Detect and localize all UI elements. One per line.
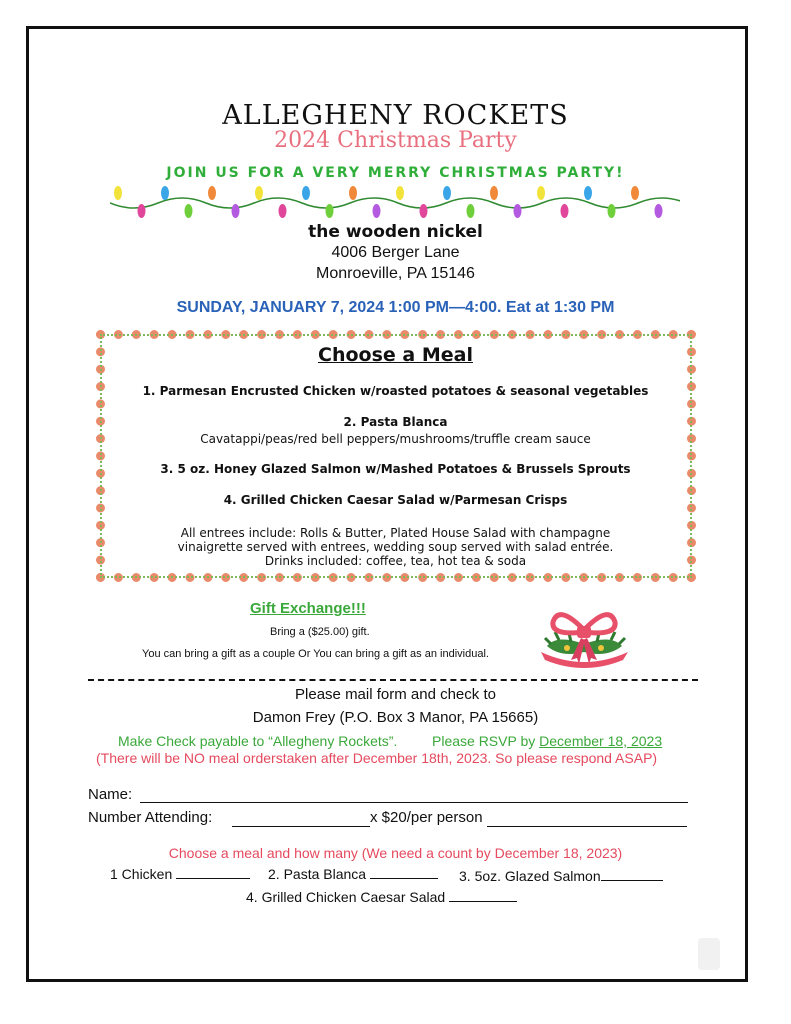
meal-option-4: 4. Grilled Chicken Caesar Salad w/Parmesan Crisps bbox=[223, 493, 568, 507]
choice-pasta-label: 2. Pasta Blanca bbox=[268, 866, 367, 882]
venue-name: the wooden nickel bbox=[308, 222, 483, 242]
christmas-light-bulb bbox=[185, 204, 193, 218]
choice-chicken bbox=[110, 866, 250, 882]
invite-tagline: JOIN US FOR A VERY MERRY CHRISTMAS PARTY! bbox=[166, 165, 625, 181]
christmas-light-bulb bbox=[373, 204, 381, 218]
christmas-light-bulb bbox=[514, 204, 522, 218]
gift-exchange-line2: You can bring a gift as a couple Or You can bring a gift as an individual. bbox=[142, 648, 489, 660]
christmas-light-bulb bbox=[302, 186, 310, 200]
meal-option-2: 2. Pasta Blanca bbox=[343, 415, 448, 429]
venue-address-line1: 4006 Berger Lane bbox=[331, 244, 460, 261]
page-subtitle: 2024 Christmas Party bbox=[274, 128, 517, 153]
no-meal-warning: (There will be NO meal orderstaken after December 18th, 2023. So please respond ASAP) bbox=[96, 750, 658, 766]
number-attending-label: Number Attending: bbox=[88, 809, 213, 826]
christmas-light-bulb bbox=[655, 204, 663, 218]
christmas-light-bulb bbox=[161, 186, 169, 200]
christmas-light-bulb bbox=[396, 186, 404, 200]
number-attending-field-line[interactable] bbox=[232, 826, 370, 827]
choice-salad-label: 4. Grilled Chicken Caesar Salad bbox=[246, 889, 446, 905]
choice-salmon bbox=[459, 868, 663, 884]
meal-option-2-description: Cavatappi/peas/red bell peppers/mushrooms/truffle cream sauce bbox=[200, 432, 591, 446]
cut-line-divider bbox=[88, 679, 698, 681]
choice-pasta-field[interactable] bbox=[370, 866, 438, 879]
rsvp-date: December 18, 2023 bbox=[539, 733, 663, 749]
christmas-light-bulb bbox=[608, 204, 616, 218]
rsvp-note bbox=[432, 733, 662, 749]
venue-address-line2: Monroeville, PA 15146 bbox=[316, 265, 475, 282]
christmas-light-bulb bbox=[561, 204, 569, 218]
christmas-light-bulb bbox=[349, 186, 357, 200]
entree-includes-line2: vinaigrette served with entrees, wedding soup served with salad entrée. bbox=[177, 540, 614, 554]
christmas-lights-icon bbox=[110, 183, 680, 223]
entree-includes-line3: Drinks included: coffee, tea, hot tea & soda bbox=[264, 554, 527, 568]
meal-option-1: 1. Parmesan Encrusted Chicken w/roasted potatoes & seasonal vegetables bbox=[142, 384, 649, 398]
christmas-light-bulb bbox=[467, 204, 475, 218]
christmas-light-bulb bbox=[279, 204, 287, 218]
christmas-light-bulb bbox=[138, 204, 146, 218]
christmas-light-bulb bbox=[420, 204, 428, 218]
check-payable-note: Make Check payable to “Allegheny Rockets”. bbox=[118, 733, 398, 749]
christmas-light-bulb bbox=[631, 186, 639, 200]
gift-exchange-heading: Gift Exchange!!! bbox=[250, 600, 366, 617]
choice-pasta bbox=[268, 866, 438, 882]
choice-salad-field[interactable] bbox=[449, 889, 517, 902]
menu-heading: Choose a Meal bbox=[318, 344, 473, 366]
christmas-bow-icon bbox=[537, 600, 632, 675]
page-corner-mark bbox=[698, 938, 720, 970]
christmas-light-bulb bbox=[114, 186, 122, 200]
price-per-person-label: x $20/per person bbox=[370, 809, 483, 826]
name-label: Name: bbox=[88, 786, 133, 803]
choice-chicken-label: 1 Chicken bbox=[110, 866, 173, 882]
christmas-light-bulb bbox=[584, 186, 592, 200]
choice-salmon-label: 3. 5oz. Glazed Salmon bbox=[459, 868, 601, 884]
choice-salad bbox=[246, 889, 517, 905]
event-datetime: SUNDAY, JANUARY 7, 2024 1:00 PM—4:00. Eat at 1:30 PM bbox=[176, 299, 615, 316]
choice-salmon-field[interactable] bbox=[601, 868, 663, 881]
entree-includes-line1: All entrees include: Rolls & Butter, Plated House Salad with champagne bbox=[180, 526, 611, 540]
gift-exchange-line1: Bring a ($25.00) gift. bbox=[270, 626, 370, 638]
christmas-light-bulb bbox=[232, 204, 240, 218]
mail-instruction: Please mail form and check to bbox=[295, 686, 496, 703]
christmas-light-bulb bbox=[326, 204, 334, 218]
christmas-light-bulb bbox=[208, 186, 216, 200]
total-amount-field-line[interactable] bbox=[487, 826, 687, 827]
choice-chicken-field[interactable] bbox=[176, 866, 250, 879]
christmas-light-bulb bbox=[537, 186, 545, 200]
page-title: ALLEGHENY ROCKETS bbox=[222, 100, 569, 131]
meal-option-3: 3. 5 oz. Honey Glazed Salmon w/Mashed Potatoes & Brussels Sprouts bbox=[160, 462, 631, 476]
meal-count-note: Choose a meal and how many (We need a count by December 18, 2023) bbox=[168, 845, 623, 861]
christmas-light-bulb bbox=[490, 186, 498, 200]
rsvp-prefix: Please RSVP by bbox=[432, 733, 536, 749]
name-field-line[interactable] bbox=[140, 802, 688, 803]
christmas-light-bulb bbox=[255, 186, 263, 200]
mail-address: Damon Frey (P.O. Box 3 Manor, PA 15665) bbox=[252, 709, 539, 726]
christmas-light-bulb bbox=[443, 186, 451, 200]
